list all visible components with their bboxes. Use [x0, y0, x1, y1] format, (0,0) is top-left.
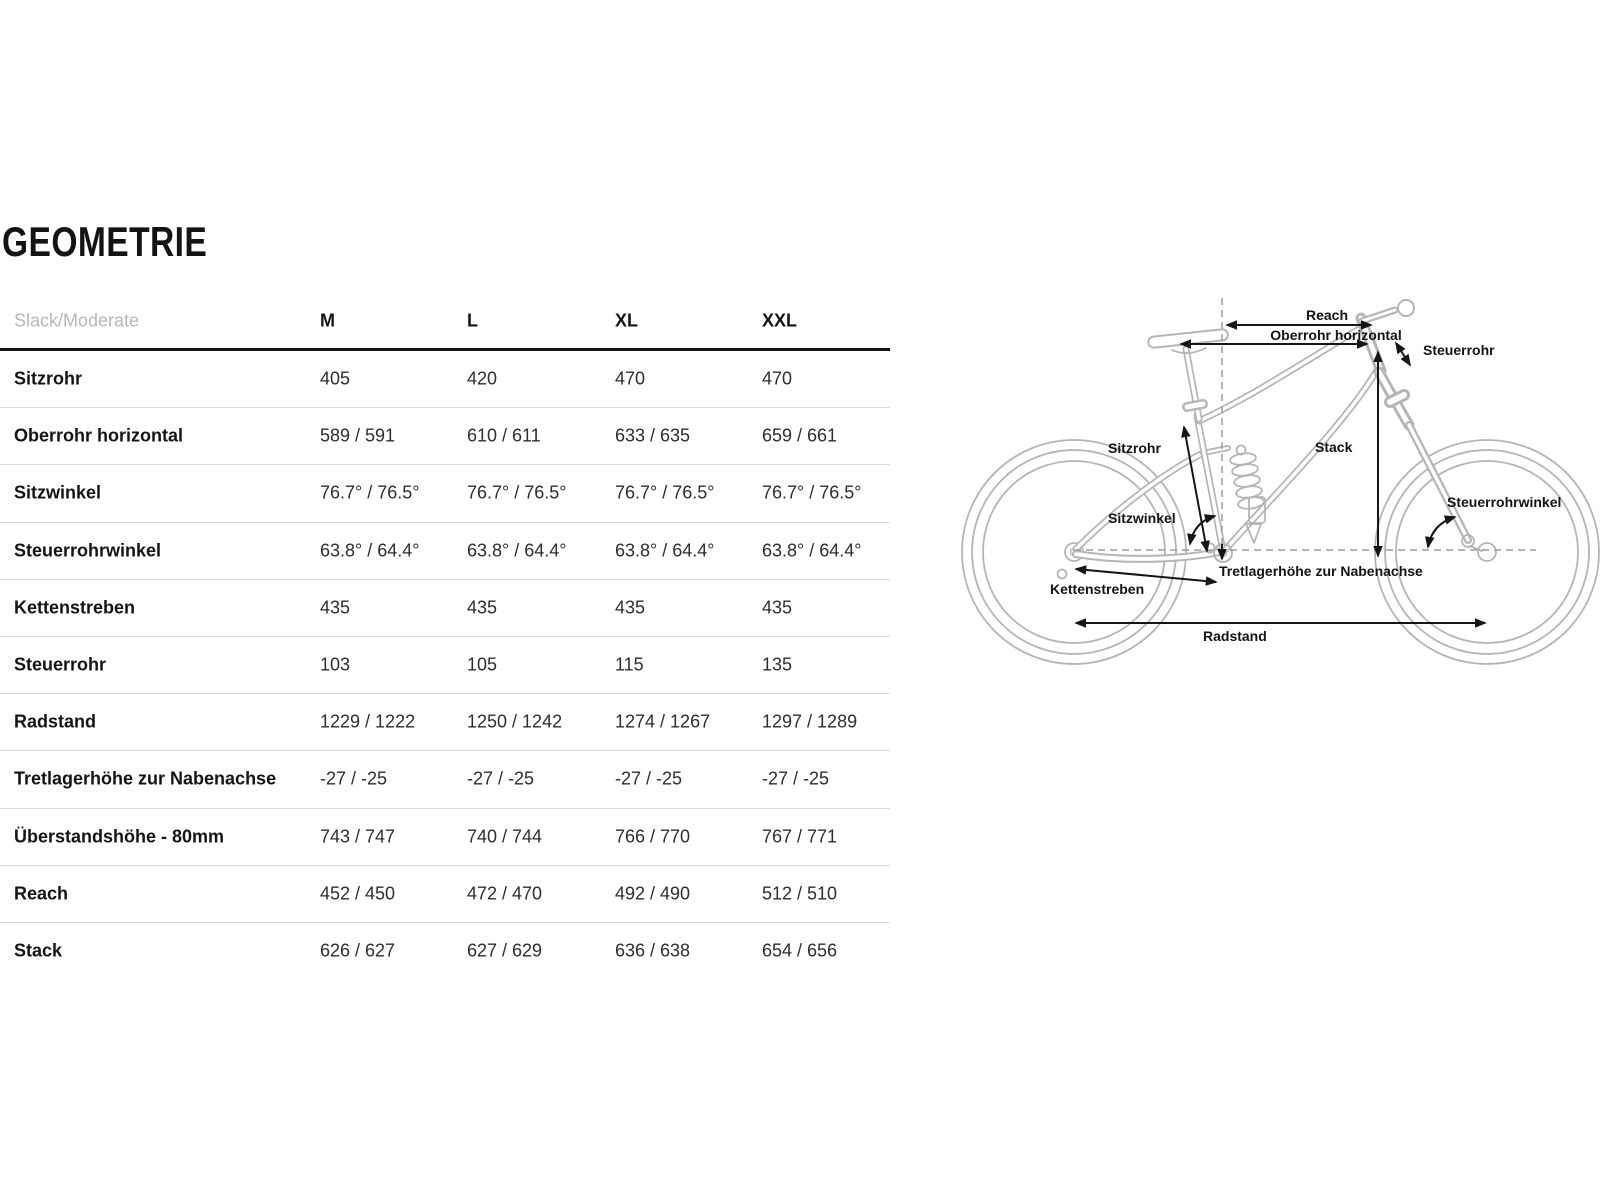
row-label: Oberrohr horizontal [14, 425, 184, 446]
cell: 654 / 656 [762, 940, 838, 961]
cell: 1297 / 1289 [762, 711, 858, 732]
cell: 103 [320, 654, 351, 675]
front-wheel [1375, 440, 1599, 664]
table-row [0, 351, 890, 408]
cell: 1229 / 1222 [320, 711, 416, 732]
label-head-tube: Steuerrohr [1423, 342, 1495, 358]
cell: 63.8° / 64.4° [467, 540, 567, 561]
row-label: Reach [14, 883, 69, 904]
cell: 105 [467, 654, 498, 675]
cell: -27 / -25 [762, 768, 830, 789]
cell: 135 [762, 654, 793, 675]
table-row [0, 637, 890, 694]
row-label: Radstand [14, 711, 97, 732]
cell: 659 / 661 [762, 425, 838, 446]
cell: 766 / 770 [615, 826, 691, 847]
header-size-xxl: XXL [762, 310, 798, 330]
label-seat-angle: Sitzwinkel [1108, 510, 1176, 526]
row-label: Kettenstreben [14, 597, 136, 618]
table-row [0, 580, 890, 637]
label-seat-tube: Sitzrohr [1108, 440, 1161, 456]
cell: 470 [762, 368, 793, 389]
cell: 627 / 629 [467, 940, 543, 961]
label-stack: Stack [1315, 439, 1353, 455]
cell: 470 [615, 368, 646, 389]
table-header-row [0, 293, 890, 351]
cell: 76.7° / 76.5° [467, 482, 567, 503]
cell: 76.7° / 76.5° [615, 482, 715, 503]
label-chainstay: Kettenstreben [1050, 581, 1145, 597]
label-top-tube: Oberrohr horizontal [1270, 327, 1402, 343]
head-angle-arc [1428, 517, 1455, 547]
row-label: Steuerrohr [14, 654, 107, 675]
row-label: Tretlagerhöhe zur Nabenachse [14, 768, 277, 789]
cell: 435 [615, 597, 646, 618]
table-row [0, 465, 890, 522]
row-label: Überstandshöhe - 80mm [14, 826, 225, 847]
cell: 743 / 747 [320, 826, 396, 847]
cell: 405 [320, 368, 351, 389]
row-label: Sitzrohr [14, 368, 83, 389]
cell: -27 / -25 [467, 768, 535, 789]
page-title: GEOMETRIE [2, 218, 208, 265]
cell: -27 / -25 [615, 768, 683, 789]
label-wheelbase: Radstand [1203, 628, 1267, 644]
cell: 1274 / 1267 [615, 711, 711, 732]
cell: 492 / 490 [615, 883, 691, 904]
cell: 420 [467, 368, 498, 389]
cell: 512 / 510 [762, 883, 838, 904]
table-row [0, 751, 890, 808]
header-size-l: L [467, 310, 478, 330]
row-label: Steuerrohrwinkel [14, 540, 162, 561]
cell: 472 / 470 [467, 883, 543, 904]
row-label: Sitzwinkel [14, 482, 102, 503]
header-mode-label: Slack/Moderate [14, 310, 140, 330]
row-label: Stack [14, 940, 63, 961]
bike-geometry-diagram [930, 280, 1600, 700]
table-row [0, 694, 890, 751]
cell: 435 [467, 597, 498, 618]
cell: 76.7° / 76.5° [320, 482, 420, 503]
cell: 63.8° / 64.4° [762, 540, 862, 561]
head-tube-arrow [1396, 343, 1410, 365]
label-head-angle: Steuerrohrwinkel [1447, 494, 1562, 510]
cell: -27 / -25 [320, 768, 388, 789]
header-size-xl: XL [615, 310, 639, 330]
cell: 115 [615, 654, 644, 675]
rear-shock [1229, 446, 1265, 544]
label-bb-height: Tretlagerhöhe zur Nabenachse [1219, 563, 1423, 579]
table-row [0, 809, 890, 866]
cell: 63.8° / 64.4° [320, 540, 420, 561]
label-reach: Reach [1305, 307, 1349, 323]
cell: 633 / 635 [615, 425, 691, 446]
cell: 435 [320, 597, 351, 618]
table-row [0, 866, 890, 923]
cell: 76.7° / 76.5° [762, 482, 862, 503]
cell: 589 / 591 [320, 425, 396, 446]
cell: 767 / 771 [762, 826, 838, 847]
table-row [0, 408, 890, 465]
cell: 636 / 638 [615, 940, 691, 961]
cell: 626 / 627 [320, 940, 396, 961]
cell: 63.8° / 64.4° [615, 540, 715, 561]
cell: 740 / 744 [467, 826, 543, 847]
cell: 1250 / 1242 [467, 711, 563, 732]
table-row [0, 923, 890, 979]
table-row [0, 523, 890, 580]
header-size-m: M [320, 310, 335, 330]
geometry-table [0, 293, 890, 979]
cell: 452 / 450 [320, 883, 396, 904]
cell: 610 / 611 [467, 425, 541, 446]
cell: 435 [762, 597, 793, 618]
